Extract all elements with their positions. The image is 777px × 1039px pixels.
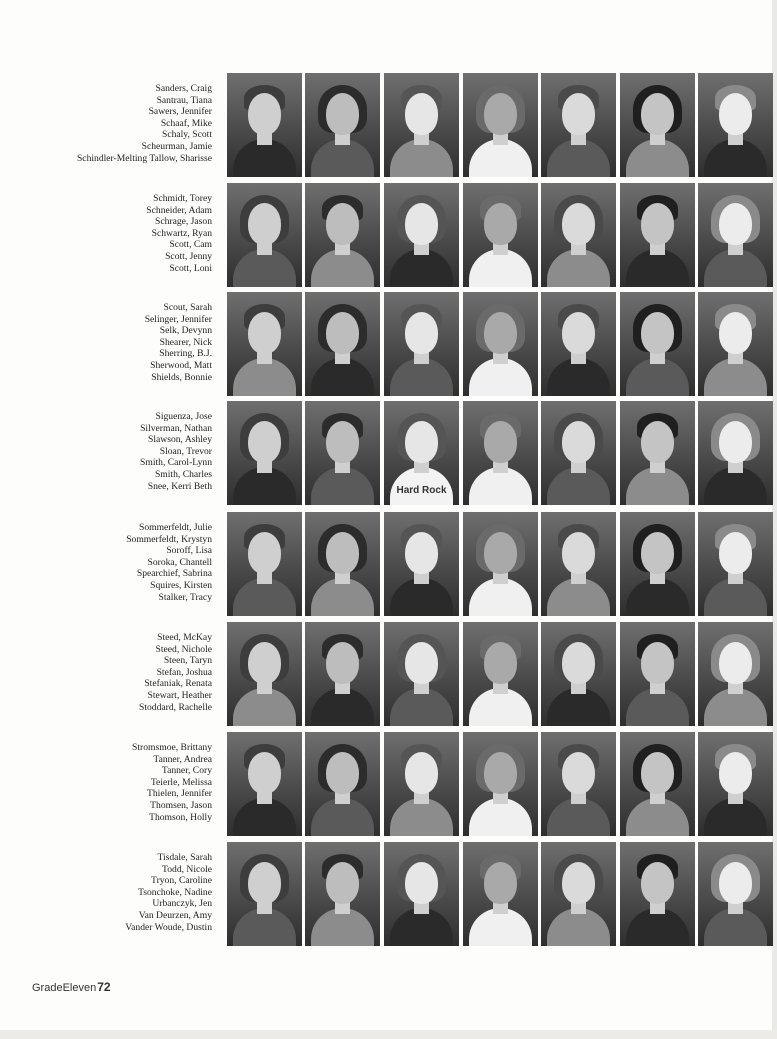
name-list [20, 522, 212, 603]
student-name: Shields, Bonnie [151, 371, 212, 383]
name-list [20, 632, 212, 713]
name-list [20, 742, 212, 823]
student-name: Scott, Cam [169, 239, 212, 251]
student-portrait [384, 842, 459, 946]
student-name: Scott, Loni [169, 262, 212, 274]
student-portrait [384, 732, 459, 836]
student-name: Schwartz, Ryan [151, 227, 212, 239]
student-portrait [463, 842, 538, 946]
student-portrait [227, 842, 302, 946]
student-portrait [620, 73, 695, 177]
name-list [20, 302, 212, 383]
student-portrait [227, 512, 302, 616]
student-portrait [620, 842, 695, 946]
student-portrait [463, 401, 538, 505]
student-name: Thomsen, Jason [150, 799, 212, 811]
student-name: Slawson, Ashley [148, 434, 212, 446]
student-portrait [227, 401, 302, 505]
student-portrait [620, 732, 695, 836]
student-portrait [698, 73, 773, 177]
student-portrait [541, 842, 616, 946]
student-name: Smith, Charles [154, 468, 212, 480]
student-name: Steed, McKay [157, 632, 212, 643]
student-portrait [620, 183, 695, 287]
student-name: Smith, Carol-Lynn [140, 457, 212, 469]
student-name: Tanner, Andrea [153, 753, 212, 765]
student-portrait [305, 842, 380, 946]
student-portrait [305, 732, 380, 836]
name-list [20, 411, 212, 492]
student-portrait [227, 732, 302, 836]
student-name: Tisdale, Sarah [157, 852, 212, 863]
student-portrait [384, 401, 459, 505]
page-edge-bottom [0, 1030, 777, 1039]
student-name: Stoddard, Rachelle [139, 701, 212, 713]
student-name: Soroff, Lisa [166, 545, 212, 557]
student-name: Silverman, Nathan [140, 422, 212, 434]
student-name: Siguenza, Jose [155, 411, 212, 422]
student-portrait [698, 292, 773, 396]
student-name: Sanders, Craig [155, 83, 212, 94]
student-name: Stewart, Heather [147, 689, 212, 701]
page-footer [32, 980, 111, 994]
student-name: Teierle, Melissa [150, 776, 212, 788]
student-portrait [384, 292, 459, 396]
student-name: Schaly, Scott [161, 129, 212, 141]
student-portrait [227, 292, 302, 396]
student-portrait [463, 292, 538, 396]
student-portrait [541, 512, 616, 616]
student-portrait [227, 183, 302, 287]
student-portrait [541, 401, 616, 505]
student-portrait [463, 183, 538, 287]
student-name: Urbanczyk, Jen [152, 898, 212, 910]
name-list [20, 852, 212, 933]
student-portrait [227, 73, 302, 177]
student-portrait [620, 622, 695, 726]
name-list [20, 193, 212, 274]
student-portrait [541, 622, 616, 726]
student-portrait [305, 292, 380, 396]
student-name: Snee, Kerri Beth [147, 480, 212, 492]
student-name: Stefan, Joshua [156, 666, 212, 678]
student-name: Scheurman, Jamie [141, 140, 212, 152]
student-portrait [305, 401, 380, 505]
student-name: Steed, Nichole [155, 643, 212, 655]
student-portrait [384, 73, 459, 177]
student-portrait [305, 73, 380, 177]
student-name: Todd, Nicole [162, 863, 212, 875]
student-name: Stromsmoe, Brittany [132, 742, 212, 753]
student-name: Van Deurzen, Amy [138, 909, 212, 921]
student-name: Steen, Taryn [163, 655, 212, 667]
student-name: Stefaniak, Renata [144, 678, 212, 690]
student-portrait [698, 842, 773, 946]
student-name: Tanner, Cory [161, 765, 212, 777]
student-portrait [305, 622, 380, 726]
student-portrait [463, 73, 538, 177]
student-name: Scott, Jenny [165, 250, 212, 262]
student-portrait [620, 292, 695, 396]
student-name: Sawers, Jennifer [148, 106, 212, 118]
student-name: Tsonchoke, Nadine [138, 886, 212, 898]
student-name: Thielen, Jennifer [147, 788, 212, 800]
student-portrait [541, 73, 616, 177]
student-portrait [698, 622, 773, 726]
student-name: Vander Woude, Dustin [125, 921, 212, 933]
student-portrait [305, 183, 380, 287]
student-portrait [698, 401, 773, 505]
student-portrait [384, 183, 459, 287]
student-name: Schneider, Adam [146, 204, 212, 216]
student-name: Tryon, Caroline [151, 875, 212, 887]
shirt-print: Hard Rock [396, 485, 447, 496]
student-portrait [463, 622, 538, 726]
student-name: Schrage, Jason [154, 216, 212, 228]
student-name: Soroka, Chantell [147, 556, 212, 568]
section-label: GradeEleven [32, 982, 97, 994]
student-name: Stalker, Tracy [158, 591, 212, 603]
student-name: Selk, Devynn [159, 325, 212, 337]
student-portrait [620, 401, 695, 505]
student-name: Selinger, Jennifer [144, 313, 212, 325]
student-name: Squires, Kirsten [150, 579, 212, 591]
name-list [20, 83, 212, 164]
student-name: Spearchief, Sabrina [136, 568, 212, 580]
student-name: Sommerfeldt, Krystyn [126, 533, 212, 545]
student-portrait [227, 622, 302, 726]
student-portrait [541, 183, 616, 287]
student-portrait [698, 732, 773, 836]
student-portrait [384, 622, 459, 726]
student-name: Schmidt, Torey [153, 193, 212, 204]
student-name: Schaaf, Mike [160, 117, 212, 129]
student-name: Sloan, Trevor [159, 445, 212, 457]
student-portrait [541, 292, 616, 396]
student-name: Santrau, Tiana [156, 94, 212, 106]
student-portrait [620, 512, 695, 616]
student-portrait [305, 512, 380, 616]
student-name: Shearer, Nick [159, 336, 212, 348]
student-portrait [541, 732, 616, 836]
student-portrait [463, 732, 538, 836]
page-number: 72 [97, 980, 111, 994]
student-name: Schindler-Melting Tallow, Sharisse [76, 152, 212, 164]
student-name: Sherring, B.J. [159, 348, 212, 360]
student-name: Sommerfeldt, Julie [138, 522, 212, 533]
student-portrait [698, 512, 773, 616]
student-name: Thomson, Holly [149, 811, 212, 823]
student-name: Scout, Sarah [163, 302, 212, 313]
student-portrait [463, 512, 538, 616]
student-name: Sherwood, Matt [150, 359, 212, 371]
student-portrait [698, 183, 773, 287]
student-portrait [384, 512, 459, 616]
